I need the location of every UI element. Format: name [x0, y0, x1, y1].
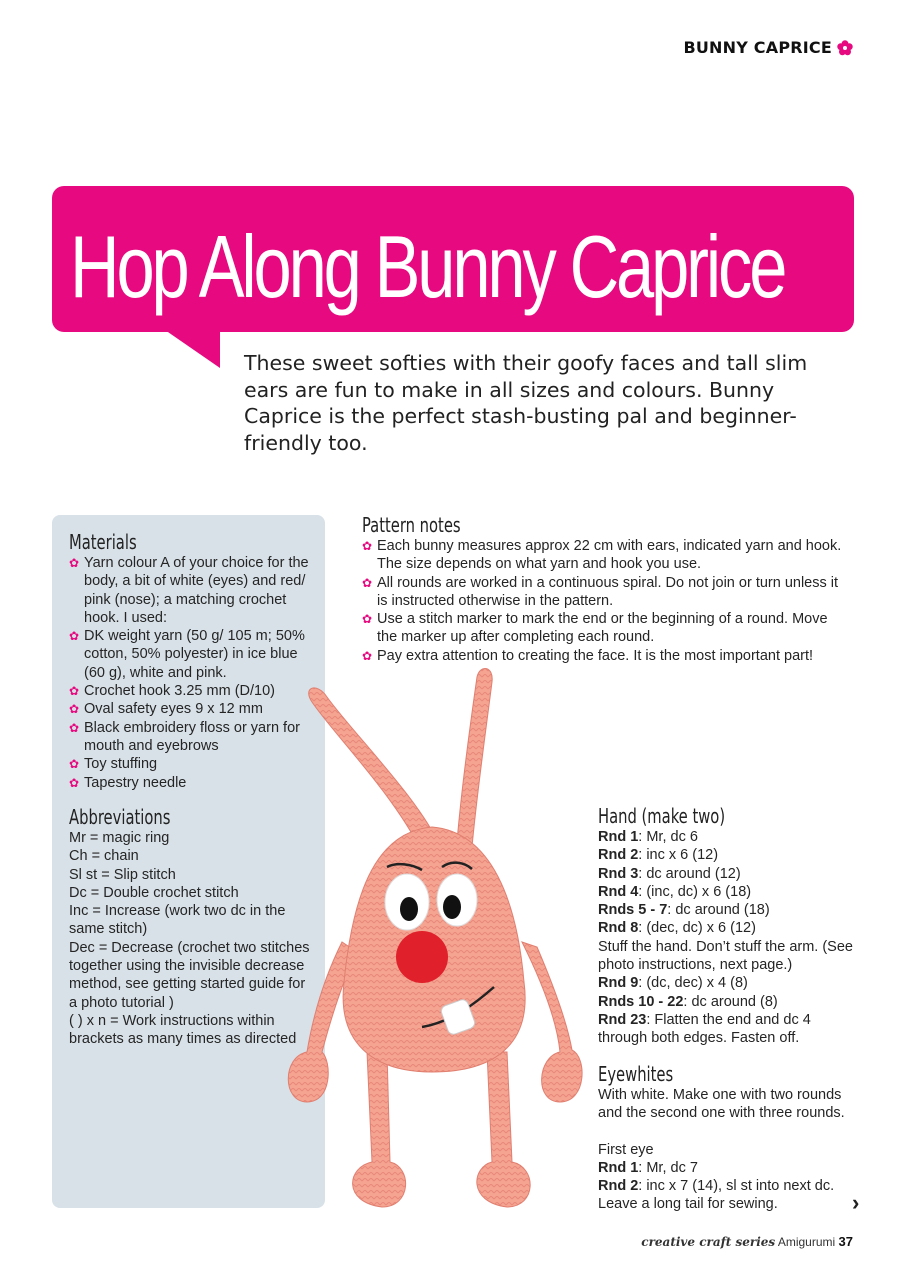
abbreviation-line: ( ) x n = Work instructions within brackets as many times as directed — [69, 1012, 297, 1048]
pattern-row: Rnd 4: (inc, dc) x 6 (18) — [598, 883, 752, 900]
list-item: ✿ Oval safety eyes 9 x 12 mm — [69, 700, 314, 718]
banner-tail — [165, 330, 220, 368]
pattern-row: Rnd 9: (dc, dec) x 4 (8) — [598, 975, 748, 992]
flower-icon — [837, 40, 853, 56]
list-item: ✿ DK weight yarn (50 g/ 105 m; 50% cotton, 50% polyester) in ice blue (60 g), white and pink. — [69, 627, 314, 682]
running-title: BUNNY CAPRICE — [683, 38, 832, 57]
intro-text: These sweet softies with their goofy faces and tall slim ears are fun to make in all sizes and colours. Bunny Caprice is the perfect stash-busting pal and beginner-friendly too. — [244, 351, 808, 455]
abbreviation-line: Ch = chain — [69, 848, 139, 865]
eyewhites-intro: With white. Make one with two rounds and the second one with three rounds. — [598, 1087, 845, 1122]
pattern-row: Rnd 2: inc x 6 (12) — [598, 847, 719, 864]
list-item: ✿ Pay extra attention to creating the face. It is the most important part! — [362, 647, 842, 665]
eyewhites-subheading: First eye — [598, 1141, 654, 1158]
pattern-row: Rnd 3: dc around (12) — [598, 865, 741, 882]
list-item: ✿ Crochet hook 3.25 mm (D/10) — [69, 682, 314, 700]
list-item: ✿ Use a stitch marker to mark the end or the beginning of a round. Move the marker up after completing each round. — [362, 610, 842, 647]
abbreviation-line: Inc = Increase (work two dc in the same stitch) — [69, 903, 286, 938]
pattern-row: Rnds 10 - 22: dc around (8) — [598, 993, 778, 1010]
eyewhites-section — [598, 1062, 858, 1214]
abbreviation-line: Dc = Double crochet stitch — [69, 884, 239, 901]
abbreviation-line: Mr = magic ring — [69, 830, 170, 846]
page-title: Hop Along Bunny Caprice — [70, 217, 785, 316]
list-item: ✿ Black embroidery floss or yarn for mouth and eyebrows — [69, 719, 314, 756]
pattern-row: Rnd 23: Flatten the end and dc 4 through both edges. Fasten off. — [598, 1011, 811, 1047]
materials-heading: Materials — [69, 530, 137, 554]
pattern-row: Stuff the hand. Don’t stuff the arm. (See photo instructions, next page.) — [598, 938, 853, 974]
running-header — [683, 38, 853, 57]
list-item: ✿ Each bunny measures approx 22 cm with ears, indicated yarn and hook. The size depends on what yarn and hook you use. — [362, 537, 842, 574]
list-item: ✿ All rounds are worked in a continuous spiral. Do not join or turn unless it is instructed otherwise in the pattern. — [362, 574, 842, 611]
abbreviation-line: Dec = Decrease (crochet two stitches together using the invisible decrease method, see getting started guide for a photo tutorial ) — [69, 939, 310, 1011]
hand-heading: Hand (make two) — [598, 804, 726, 828]
abbreviation-line: Sl st = Slip stitch — [69, 866, 176, 883]
bunny-photo — [272, 662, 592, 1222]
pattern-row: Rnds 5 - 7: dc around (18) — [598, 902, 770, 919]
pattern-notes-list — [362, 537, 842, 665]
list-item: ✿ Tapestry needle — [69, 774, 314, 792]
pattern-row: Rnd 1: Mr, dc 7 — [598, 1159, 698, 1176]
pattern-row: Rnd 2: inc x 7 (14), sl st into next dc. Leave a long tail for sewing. — [598, 1178, 835, 1213]
list-item: ✿ Toy stuffing — [69, 755, 314, 773]
page-footer — [641, 1234, 853, 1249]
hand-section — [598, 804, 858, 1048]
abbreviations-heading: Abbreviations — [69, 805, 171, 829]
pattern-notes-heading: Pattern notes — [362, 513, 461, 537]
pattern-notes-section — [362, 513, 842, 665]
list-item: ✿ Yarn colour A of your choice for the body, a bit of white (eyes) and red/ pink (nose); a matching crochet hook. I used: — [69, 554, 314, 627]
page-number: 37 — [838, 1234, 853, 1249]
pattern-row: Rnd 1: Mr, dc 6 — [598, 829, 698, 845]
pattern-row: Rnd 8: (dec, dc) x 6 (12) — [598, 920, 756, 937]
footer-section: Amigurumi — [777, 1235, 836, 1249]
footer-brand: creative craft series — [641, 1235, 776, 1249]
eyewhites-heading: Eyewhites — [598, 1062, 674, 1086]
next-page-icon[interactable]: › — [852, 1190, 860, 1215]
